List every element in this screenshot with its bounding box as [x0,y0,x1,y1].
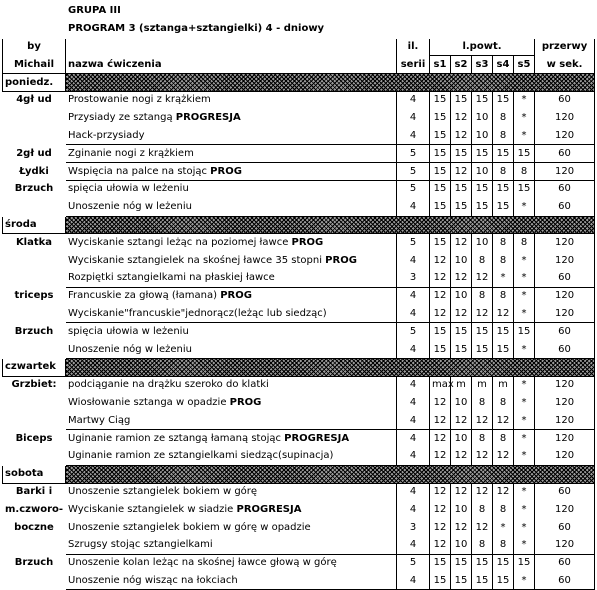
sets-count: 5 [397,234,430,252]
muscle-group-label: Biceps [15,432,53,444]
sets-count: 4 [397,394,430,412]
reps-s4: 8 [493,127,514,145]
exercise-name [66,483,397,501]
reps-s2: 10 [451,287,472,305]
sets-count: 4 [397,430,430,448]
sets-count: 4 [397,501,430,519]
muscle-group-label: Brzuch [14,557,54,569]
exercise-name [66,447,397,465]
exercise-text: Wyciskanie sztangielek na skośnej ławce 35 stopni [68,254,326,266]
progression-tag: PROGRESJA [175,112,241,124]
reps-s1: 12 [430,536,451,554]
day-label: czwartek [3,358,66,376]
progression-tag: PROGRESJA [236,503,302,515]
sets-count: 4 [397,91,430,109]
exercise-text: spięcia ułowia w leżeniu [68,183,189,195]
reps-s5: * [514,412,535,430]
reps-s1: 12 [430,483,451,501]
exercise-name [66,554,397,572]
rest-seconds: 120 [535,376,595,394]
reps-s3: 10 [472,127,493,145]
reps-s2: 12 [451,127,472,145]
reps-s1: 12 [430,269,451,287]
exercise-row [3,180,595,198]
header-il: il. [397,38,430,56]
exercise-text: Unoszenie nóg wisząc na łokciach [68,574,238,586]
progression-tag: PROG [291,236,324,248]
progression-tag: PROG [325,254,357,266]
exercise-row [3,163,595,181]
reps-s3: 15 [472,341,493,359]
reps-s2: 12 [451,109,472,127]
exercise-text: Prostowanie nogi z krążkiem [68,94,211,106]
exercise-name [66,323,397,341]
reps-s4: 8 [493,430,514,448]
reps-s1: 12 [430,412,451,430]
reps-s4: 12 [493,305,514,323]
rest-seconds: 60 [535,323,595,341]
exercise-text: Zginanie nogi z krążkiem [68,147,194,159]
reps-s5: * [514,536,535,554]
reps-s2: 10 [451,501,472,519]
reps-s3: 15 [472,91,493,109]
reps-s4: 8 [493,394,514,412]
reps-s3: m [472,376,493,394]
reps-s4: 15 [493,554,514,572]
day-label: poniedz. [3,74,66,92]
exercise-row [3,519,595,537]
reps-s1: 15 [430,145,451,163]
exercise-row [3,394,595,412]
reps-s3: 8 [472,394,493,412]
reps-s3: 12 [472,412,493,430]
rest-seconds: 60 [535,554,595,572]
reps-s4: * [493,269,514,287]
exercise-row [3,376,595,394]
rest-seconds: 60 [535,145,595,163]
reps-s5: * [514,394,535,412]
reps-s1: 12 [430,501,451,519]
exercise-row [3,305,595,323]
reps-s1: 12 [430,519,451,537]
exercise-row [3,109,595,127]
header-przerwy: przerwy [535,38,595,56]
reps-s2: 15 [451,572,472,590]
reps-s4: m [493,376,514,394]
rest-seconds: 120 [535,412,595,430]
day-separator-bar [66,74,595,92]
exercise-name [66,91,397,109]
reps-s1: max [430,376,451,394]
exercise-name [66,269,397,287]
reps-s5: * [514,269,535,287]
reps-s3: 10 [472,234,493,252]
reps-s4: 8 [493,287,514,305]
exercise-text: Wyciskanie sztangielek w siadzie [68,503,237,515]
reps-s3: 15 [472,145,493,163]
sets-count: 4 [397,287,430,305]
rest-seconds: 120 [535,163,595,181]
exercise-text: Wiosłowanie sztanga w opadzie [68,396,230,408]
sets-count: 3 [397,269,430,287]
header-exercise: nazwa ćwiczenia [66,56,397,74]
reps-s5: * [514,519,535,537]
exercise-row [3,430,595,448]
reps-s5: * [514,109,535,127]
exercise-text: spięcia ułowia w leżeniu [68,325,189,337]
reps-s3: 12 [472,519,493,537]
reps-s1: 15 [430,341,451,359]
exercise-text: Francuskie za głową (łamana) [68,290,221,302]
exercise-text: Szrugsy stojąc sztangielkami [68,539,213,551]
exercise-row [3,127,595,145]
reps-s1: 12 [430,447,451,465]
reps-s5: 15 [514,554,535,572]
day-label: sobota [3,465,66,483]
exercise-text: Hack-przysiady [68,129,145,141]
reps-s5: 8 [514,234,535,252]
reps-s3: 10 [472,109,493,127]
reps-s2: 10 [451,252,472,270]
reps-s2: 12 [451,163,472,181]
reps-s2: 15 [451,198,472,216]
reps-s3: 8 [472,501,493,519]
exercise-text: Martwy Ciąg [68,414,131,426]
reps-s1: 15 [430,554,451,572]
reps-s4: 12 [493,412,514,430]
reps-s3: 15 [472,198,493,216]
exercise-name [66,163,397,181]
exercise-name [66,412,397,430]
reps-s2: 12 [451,447,472,465]
reps-s5: 15 [514,180,535,198]
progression-tag: PROG [229,396,262,408]
exercise-row [3,483,595,501]
header-s1: s1 [430,56,451,74]
reps-s4: 15 [493,341,514,359]
rest-seconds: 120 [535,394,595,412]
muscle-group-label: triceps [14,290,54,302]
reps-s4: 15 [493,572,514,590]
exercise-name [66,430,397,448]
progression-tag: PROGRESJA [284,432,350,444]
reps-s3: 15 [472,554,493,572]
exercise-text: Unoszenie nóg w leżeniu [68,201,192,213]
muscle-group-label-line3: boczne [14,521,54,533]
exercise-row [3,501,595,519]
sets-count: 4 [397,536,430,554]
reps-s3: 15 [472,572,493,590]
reps-s2: 15 [451,145,472,163]
reps-s5: * [514,483,535,501]
reps-s1: 15 [430,323,451,341]
rest-seconds: 60 [535,572,595,590]
muscle-group-label: Łydki [19,165,49,177]
header-serii: serii [397,56,430,74]
rest-seconds: 60 [535,519,595,537]
exercise-row [3,572,595,590]
reps-s2: m [451,376,472,394]
reps-s4: * [493,519,514,537]
sets-count: 5 [397,180,430,198]
reps-s3: 15 [472,180,493,198]
exercise-name [66,376,397,394]
progression-tag: PROG [220,290,252,302]
header-s2: s2 [451,56,472,74]
reps-s2: 10 [451,430,472,448]
reps-s1: 12 [430,430,451,448]
reps-s4: 8 [493,109,514,127]
reps-s1: 15 [430,109,451,127]
reps-s1: 15 [430,127,451,145]
reps-s2: 12 [451,519,472,537]
reps-s4: 15 [493,180,514,198]
exercise-row [3,234,595,252]
muscle-group-label: Barki i [15,485,53,497]
reps-s5: * [514,305,535,323]
rest-seconds: 120 [535,305,595,323]
reps-s3: 8 [472,287,493,305]
reps-s1: 12 [430,287,451,305]
sets-count: 4 [397,412,430,430]
rest-seconds: 120 [535,234,595,252]
exercise-name [66,180,397,198]
exercise-text: Przysiady ze sztangą [68,112,176,124]
rest-seconds: 60 [535,198,595,216]
reps-s3: 8 [472,430,493,448]
exercise-text: Wspięcia na palce na stojąc [68,165,211,177]
reps-s1: 15 [430,180,451,198]
rest-seconds: 120 [535,447,595,465]
reps-s5: * [514,341,535,359]
rest-seconds: 120 [535,109,595,127]
reps-s1: 15 [430,163,451,181]
exercise-text: podciąganie na drążku szeroko do klatki [68,379,269,391]
reps-s4: 8 [493,234,514,252]
reps-s4: 15 [493,145,514,163]
reps-s5: * [514,252,535,270]
exercise-name [66,519,397,537]
reps-s3: 12 [472,269,493,287]
reps-s2: 12 [451,234,472,252]
reps-s1: 12 [430,252,451,270]
program-table [2,2,595,590]
header-s3: s3 [472,56,493,74]
sets-count: 4 [397,447,430,465]
day-row [3,358,595,376]
muscle-group-label: 4gł ud [16,94,52,106]
exercise-name [66,287,397,305]
author-by: by [3,38,66,56]
reps-s1: 12 [430,305,451,323]
reps-s2: 15 [451,180,472,198]
header-lpowt: l.powt. [430,38,535,56]
exercise-text: Uginanie ramion ze sztangą łamaną stojąc [68,432,285,444]
exercise-name [66,127,397,145]
day-row [3,465,595,483]
exercise-text: Rozpiętki sztangielkami na płaskiej ławce [68,272,275,284]
exercise-text: Unoszenie sztangielek bokiem w górę w opadzie [68,521,311,533]
sets-count: 4 [397,252,430,270]
sets-count: 5 [397,163,430,181]
reps-s5: * [514,127,535,145]
reps-s1: 12 [430,394,451,412]
reps-s5: * [514,430,535,448]
header-s5: s5 [514,56,535,74]
exercise-text: Wyciskanie"francuskie"jednorącz(leżąc lub siedząc) [68,307,327,319]
day-row [3,74,595,92]
exercise-name [66,341,397,359]
reps-s4: 12 [493,447,514,465]
author-michail: Michail [3,56,66,74]
reps-s2: 12 [451,269,472,287]
sets-count: 5 [397,323,430,341]
exercise-row [3,91,595,109]
reps-s5: 15 [514,323,535,341]
sets-count: 4 [397,376,430,394]
day-separator-bar [66,358,595,376]
rest-seconds: 60 [535,180,595,198]
rest-seconds: 120 [535,430,595,448]
reps-s2: 12 [451,483,472,501]
exercise-row [3,447,595,465]
reps-s4: 15 [493,198,514,216]
exercise-name [66,145,397,163]
reps-s5: * [514,287,535,305]
sets-count: 4 [397,483,430,501]
program-title: PROGRAM 3 (sztanga+sztangielki) 4 - dniowy [68,23,325,35]
reps-s2: 10 [451,536,472,554]
rest-seconds: 120 [535,536,595,554]
sets-count: 4 [397,198,430,216]
reps-s3: 10 [472,163,493,181]
rest-seconds: 60 [535,341,595,359]
rest-seconds: 120 [535,501,595,519]
exercise-row [3,412,595,430]
rest-seconds: 60 [535,483,595,501]
exercise-name [66,572,397,590]
exercise-text: Unoszenie sztangielek bokiem w górę [68,485,258,497]
muscle-group-label: Grzbiet: [11,379,57,391]
sets-count: 4 [397,109,430,127]
muscle-group-label: 2gł ud [16,147,52,159]
sets-count: 5 [397,554,430,572]
reps-s5: * [514,447,535,465]
rest-seconds: 60 [535,91,595,109]
reps-s2: 15 [451,554,472,572]
reps-s4: 8 [493,536,514,554]
day-row [3,216,595,234]
exercise-row [3,341,595,359]
reps-s1: 15 [430,572,451,590]
sets-count: 5 [397,145,430,163]
group-title: GRUPA III [68,5,121,17]
exercise-row [3,252,595,270]
reps-s1: 15 [430,198,451,216]
exercise-text: Unoszenie nóg w leżeniu [68,343,192,355]
exercise-row [3,287,595,305]
rest-seconds: 120 [535,252,595,270]
exercise-row [3,145,595,163]
header-s4: s4 [493,56,514,74]
day-label: środa [3,216,66,234]
reps-s2: 12 [451,412,472,430]
reps-s1: 15 [430,234,451,252]
reps-s3: 15 [472,323,493,341]
exercise-name [66,394,397,412]
reps-s2: 15 [451,91,472,109]
reps-s5: * [514,198,535,216]
reps-s5: * [514,572,535,590]
rest-seconds: 120 [535,127,595,145]
reps-s3: 8 [472,252,493,270]
reps-s2: 10 [451,394,472,412]
exercise-name [66,234,397,252]
exercise-name [66,501,397,519]
reps-s2: 15 [451,323,472,341]
muscle-group-label: Klatka [15,236,53,248]
reps-s5: * [514,501,535,519]
reps-s4: 8 [493,163,514,181]
reps-s4: 15 [493,91,514,109]
reps-s4: 8 [493,501,514,519]
exercise-row [3,323,595,341]
day-separator-bar [66,465,595,483]
reps-s3: 12 [472,305,493,323]
reps-s3: 8 [472,536,493,554]
reps-s4: 8 [493,252,514,270]
exercise-name [66,536,397,554]
sets-count: 4 [397,341,430,359]
rest-seconds: 120 [535,287,595,305]
exercise-name [66,252,397,270]
rest-seconds: 60 [535,269,595,287]
reps-s5: 15 [514,145,535,163]
muscle-group-label: Brzuch [14,325,54,337]
exercise-row [3,269,595,287]
muscle-group-label-line2: m.czworo- [5,503,64,515]
progression-tag: PROG [210,165,242,177]
exercise-row [3,536,595,554]
reps-s5: 8 [514,163,535,181]
exercise-text: Wyciskanie sztangi leżąc na poziomej ławce [68,236,292,248]
exercise-name [66,198,397,216]
sets-count: 4 [397,572,430,590]
day-separator-bar [66,216,595,234]
exercise-name [66,109,397,127]
exercise-text: Uginanie ramion ze sztangielkami siedząc(supinacja) [68,450,334,462]
sets-count: 4 [397,127,430,145]
reps-s4: 12 [493,483,514,501]
muscle-group-label: Brzuch [14,183,54,195]
reps-s3: 12 [472,447,493,465]
reps-s1: 15 [430,91,451,109]
exercise-row [3,554,595,572]
reps-s2: 15 [451,341,472,359]
reps-s4: 15 [493,323,514,341]
exercise-row [3,198,595,216]
reps-s2: 12 [451,305,472,323]
exercise-text: Unoszenie kolan leżąc na skośnej ławce głową w górę [68,557,337,569]
exercise-name [66,305,397,323]
reps-s5: * [514,91,535,109]
sets-count: 3 [397,519,430,537]
header-wsek: w sek. [535,56,595,74]
reps-s3: 12 [472,483,493,501]
reps-s5: * [514,376,535,394]
sets-count: 4 [397,305,430,323]
